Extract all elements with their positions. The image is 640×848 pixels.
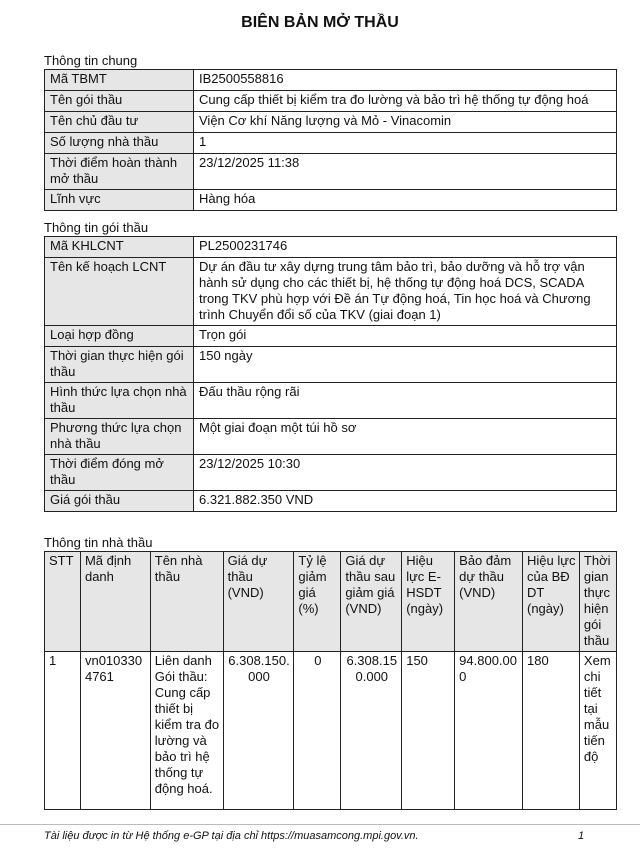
table-row — [45, 154, 617, 190]
row-label: Thời điểm hoàn thành mở thầu — [45, 154, 194, 190]
table-row — [45, 91, 617, 112]
table-row — [45, 237, 617, 258]
cell-security: 94.800.000 — [455, 652, 523, 810]
row-value: Cung cấp thiết bị kiểm tra đo lường và bảo trì hệ thống tự động hoá — [194, 91, 617, 112]
column-header-security-validity: Hiệu lực của BĐ DT (ngày) — [523, 552, 580, 652]
column-header-duration: Thời gian thực hiện gói thầu — [579, 552, 616, 652]
row-value: PL2500231746 — [194, 237, 617, 258]
cell-id: vn0103304761 — [80, 652, 150, 810]
row-label: Tên chủ đầu tư — [45, 112, 194, 133]
row-value: 150 ngày — [194, 347, 617, 383]
table-row — [45, 258, 617, 326]
cell-discounted-price: 6.308.150.000 — [341, 652, 402, 810]
contractor-info-heading: Thông tin nhà thầu — [44, 535, 153, 550]
row-value: Dự án đầu tư xây dựng trung tâm bảo trì, bảo dưỡng và hỗ trợ vận hành sử dụng cho các thiết bị, hệ thống tự động hoá DCS, SCADA trong TKV phù hợp với Đề án Tự động hoá, Tin học hoá và Chương trình Chuyển đổi số của TKV (giai đoạn 1) — [194, 258, 617, 326]
row-label: Mã KHLCNT — [45, 237, 194, 258]
column-header-name: Tên nhà thầu — [150, 552, 223, 652]
table-row — [45, 455, 617, 491]
row-value: Viện Cơ khí Năng lượng và Mỏ - Vinacomin — [194, 112, 617, 133]
cell-bid-price: 6.308.150.000 — [223, 652, 294, 810]
cell-duration: Xem chi tiết tại mẫu tiến độ — [579, 652, 616, 810]
table-row — [45, 190, 617, 211]
row-value: 23/12/2025 10:30 — [194, 455, 617, 491]
column-header-id: Mã định danh — [80, 552, 150, 652]
row-value: Đấu thầu rộng rãi — [194, 383, 617, 419]
general-info-table — [44, 69, 617, 211]
package-info-table — [44, 236, 617, 512]
row-label: Phương thức lựa chọn nhà thầu — [45, 419, 194, 455]
row-label: Mã TBMT — [45, 70, 194, 91]
cell-name: Liên danh Gói thầu: Cung cấp thiết bị kiểm tra đo lường và bảo trì hệ thống tự động hoá. — [150, 652, 223, 810]
general-info-heading: Thông tin chung — [44, 53, 138, 68]
page-footer — [0, 824, 640, 848]
cell-security-validity: 180 — [523, 652, 580, 810]
row-value: Trọn gói — [194, 326, 617, 347]
table-row — [45, 419, 617, 455]
row-label: Loại hợp đồng — [45, 326, 194, 347]
table-row — [45, 70, 617, 91]
document-title: BIÊN BẢN MỞ THẦU — [241, 14, 399, 31]
column-header-discounted-price: Giá dự thầu sau giảm giá (VND) — [341, 552, 402, 652]
footer-text: Tài liệu được in từ Hệ thống e-GP tại địa chỉ https://muasamcong.mpi.gov.vn. — [44, 830, 419, 842]
column-header-discount: Tỷ lệ giảm giá (%) — [294, 552, 341, 652]
table-row — [45, 347, 617, 383]
column-header-security: Bảo đảm dự thầu (VND) — [455, 552, 523, 652]
row-label: Thời gian thực hiện gói thầu — [45, 347, 194, 383]
table-row — [45, 133, 617, 154]
column-header-bid-price: Giá dự thầu (VND) — [223, 552, 294, 652]
column-header-validity: Hiệu lực E-HSDT (ngày) — [402, 552, 455, 652]
cell-discount: 0 — [294, 652, 341, 810]
row-value: 1 — [194, 133, 617, 154]
row-label: Hình thức lựa chọn nhà thầu — [45, 383, 194, 419]
table-row — [45, 491, 617, 512]
table-header-row — [45, 552, 617, 652]
row-label: Số lượng nhà thầu — [45, 133, 194, 154]
contractor-table — [44, 551, 617, 810]
column-header-stt: STT — [45, 552, 81, 652]
row-label: Lĩnh vực — [45, 190, 194, 211]
row-value: IB2500558816 — [194, 70, 617, 91]
page-number: 1 — [578, 830, 585, 842]
table-row — [45, 383, 617, 419]
row-label: Tên gói thầu — [45, 91, 194, 112]
row-value: Hàng hóa — [194, 190, 617, 211]
table-row — [45, 326, 617, 347]
row-value: 6.321.882.350 VND — [194, 491, 617, 512]
row-label: Tên kế hoạch LCNT — [45, 258, 194, 326]
row-label: Thời điểm đóng mở thầu — [45, 455, 194, 491]
row-value: 23/12/2025 11:38 — [194, 154, 617, 190]
cell-validity: 150 — [402, 652, 455, 810]
row-label: Giá gói thầu — [45, 491, 194, 512]
row-value: Một giai đoạn một túi hồ sơ — [194, 419, 617, 455]
table-row — [45, 652, 617, 810]
table-row — [45, 112, 617, 133]
cell-stt: 1 — [45, 652, 81, 810]
package-info-heading: Thông tin gói thầu — [44, 220, 149, 235]
